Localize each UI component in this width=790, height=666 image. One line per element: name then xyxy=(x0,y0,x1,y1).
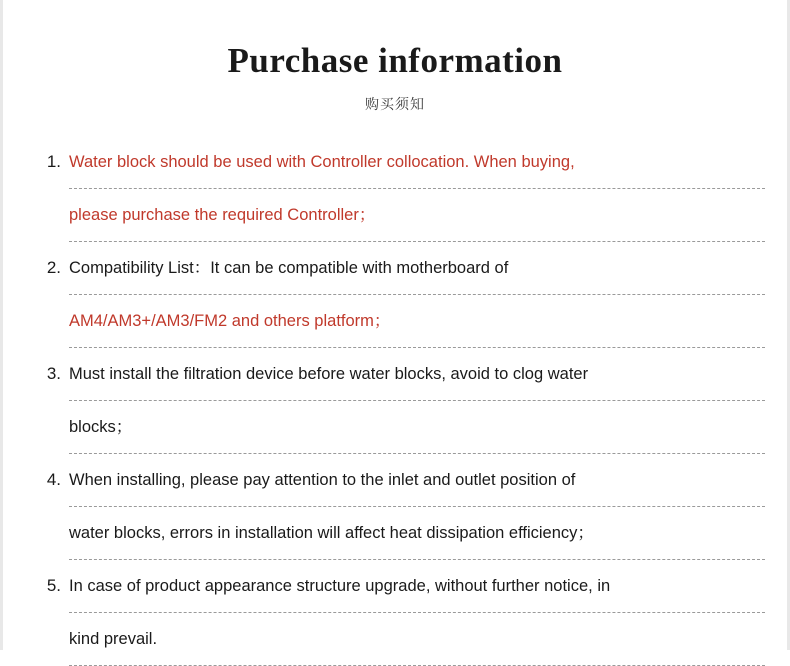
list-item-line: Water block should be used with Controller collocation. When buying, xyxy=(69,136,765,189)
list-item-body xyxy=(61,348,765,454)
list-item-body xyxy=(61,454,765,560)
list-item-line: blocks； xyxy=(69,401,765,454)
list-item xyxy=(33,560,765,666)
list-item-line: When installing, please pay attention to the inlet and outlet position of xyxy=(69,454,765,507)
list-item-number: 5. xyxy=(46,576,61,595)
list-item-line: Must install the filtration device before water blocks, avoid to clog water xyxy=(69,348,765,401)
list-item-number: 4. xyxy=(46,470,61,489)
list-item-body xyxy=(61,136,765,242)
list-item-line: kind prevail. xyxy=(69,613,765,666)
list-item xyxy=(33,454,765,560)
list-item-number: 2. xyxy=(46,258,61,277)
list-item-line: please purchase the required Controller； xyxy=(69,189,765,242)
list-item xyxy=(33,242,765,348)
list-item-number: 1. xyxy=(46,152,61,171)
list-item-line: Compatibility List：It can be compatible with motherboard of xyxy=(69,242,765,295)
list-item xyxy=(33,348,765,454)
list-item-body xyxy=(61,560,765,666)
list-item-body xyxy=(61,242,765,348)
list-item-line: AM4/AM3+/AM3/FM2 and others platform； xyxy=(69,295,765,348)
page-subtitle: 购买须知 xyxy=(365,97,425,113)
list-item-line: In case of product appearance structure upgrade, without further notice, in xyxy=(69,560,765,613)
page-title: Purchase information xyxy=(227,41,563,80)
purchase-notes-list xyxy=(3,136,787,666)
list-item xyxy=(33,136,765,242)
list-item-line: water blocks, errors in installation will affect heat dissipation efficiency； xyxy=(69,507,765,560)
page-header xyxy=(3,0,787,114)
list-item-number: 3. xyxy=(46,364,61,383)
